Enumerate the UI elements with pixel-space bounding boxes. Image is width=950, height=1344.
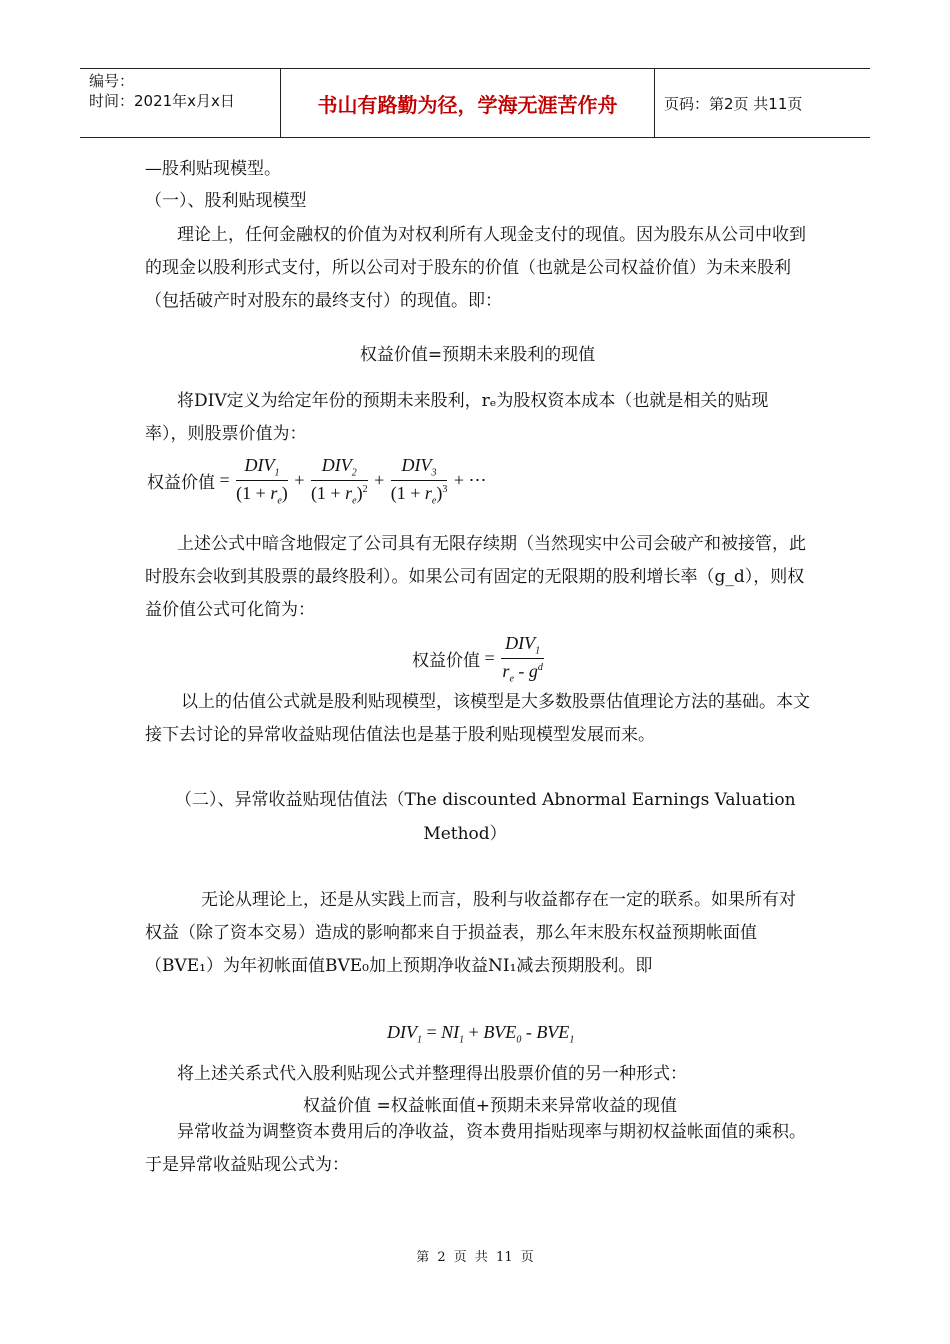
formula-clean-surplus: $DIV_1 = NI_1 + BVE_0 - BVE_1$ [387,1022,575,1046]
page-footer: 第 2 页 共 11 页 [416,1250,534,1265]
paragraph-2: 将DIV定义为给定年份的预期未来股利，rₑ为股权资本成本（也就是相关的贴现率），则股票价值为： [145,391,769,444]
formula-equity-value-sum: 权益价值 = $\frac{DIV_1}{(1 + r_e)}$ + $\frac{DIV_2}{(1 + r_e)^2}$ + $\frac{DIV_3}{(1 + r_e)^3}$ + ⋯ [147,455,487,507]
code-label: 编号： [89,72,135,90]
text-line: —股利贴现模型。 [145,159,281,179]
section-heading-2: （二）、异常收益贴现估值法（The discounted Abnormal Earnings Valuation [175,790,796,810]
time-label: 时间：2021年x月x日 [89,92,235,110]
formula-label: 权益价值 [147,473,215,494]
paragraph-4: 以上的估值公式就是股利贴现模型，该模型是大多数股票估值理论方法的基础。本文接下去讨论的异常收益贴现估值法也是基于股利贴现模型发展而来。 [145,692,810,745]
header-meta [80,69,281,137]
paragraph-3: 上述公式中暗含地假定了公司具有无限存续期（当然现实中公司会破产和被接管，此时股东会收到其股票的最终股利）。如果公司有固定的无限期的股利增长率（g_d），则权益价值公式可化简为： [145,534,806,620]
section-heading-2-cont: Method） [423,824,507,844]
paragraph-1: 理论上，任何金融权的价值为对权利所有人现金支付的现值。因为股东从公司中收到的现金以股利形式支付，所以公司对于股东的价值（也就是公司权益价值）为未来股利（包括破产时对股东的最终支付）的现值。即： [145,225,806,311]
equation-text-1: 权益价值=预期未来股利的现值 [359,345,596,365]
formula-gordon-growth: 权益价值 = $\frac{DIV_1}{r_e - g^d}$ [412,633,543,685]
section-heading-1: （一）、股利贴现模型 [145,191,307,211]
paragraph-5: 无论从理论上，还是从实践上而言，股利与收益都存在一定的联系。如果所有对权益（除了资本交易）造成的影响都来自于损益表，那么年末股东权益预期帐面值（BVE₁）为年初帐面值BVE₀加上预期净收益NI₁减去预期股利。即 [145,890,796,976]
paragraph-7: 异常收益为调整资本费用后的净收益，资本费用指贴现率与期初权益帐面值的乘积。于是异常收益贴现公式为： [145,1122,806,1175]
header-motto: 书山有路勤为径，学海无涯苦作舟 [281,69,655,137]
paragraph-6: 将上述关系式代入股利贴现公式并整理得出股票价值的另一种形式： [177,1064,687,1084]
formula-label: 权益价值 [412,651,480,672]
page-header [80,68,870,138]
header-page-number: 页码：第2页 共11页 [664,94,803,113]
equation-text-2: 权益价值 =权益帐面值+预期未来异常收益的现值 [303,1096,677,1116]
